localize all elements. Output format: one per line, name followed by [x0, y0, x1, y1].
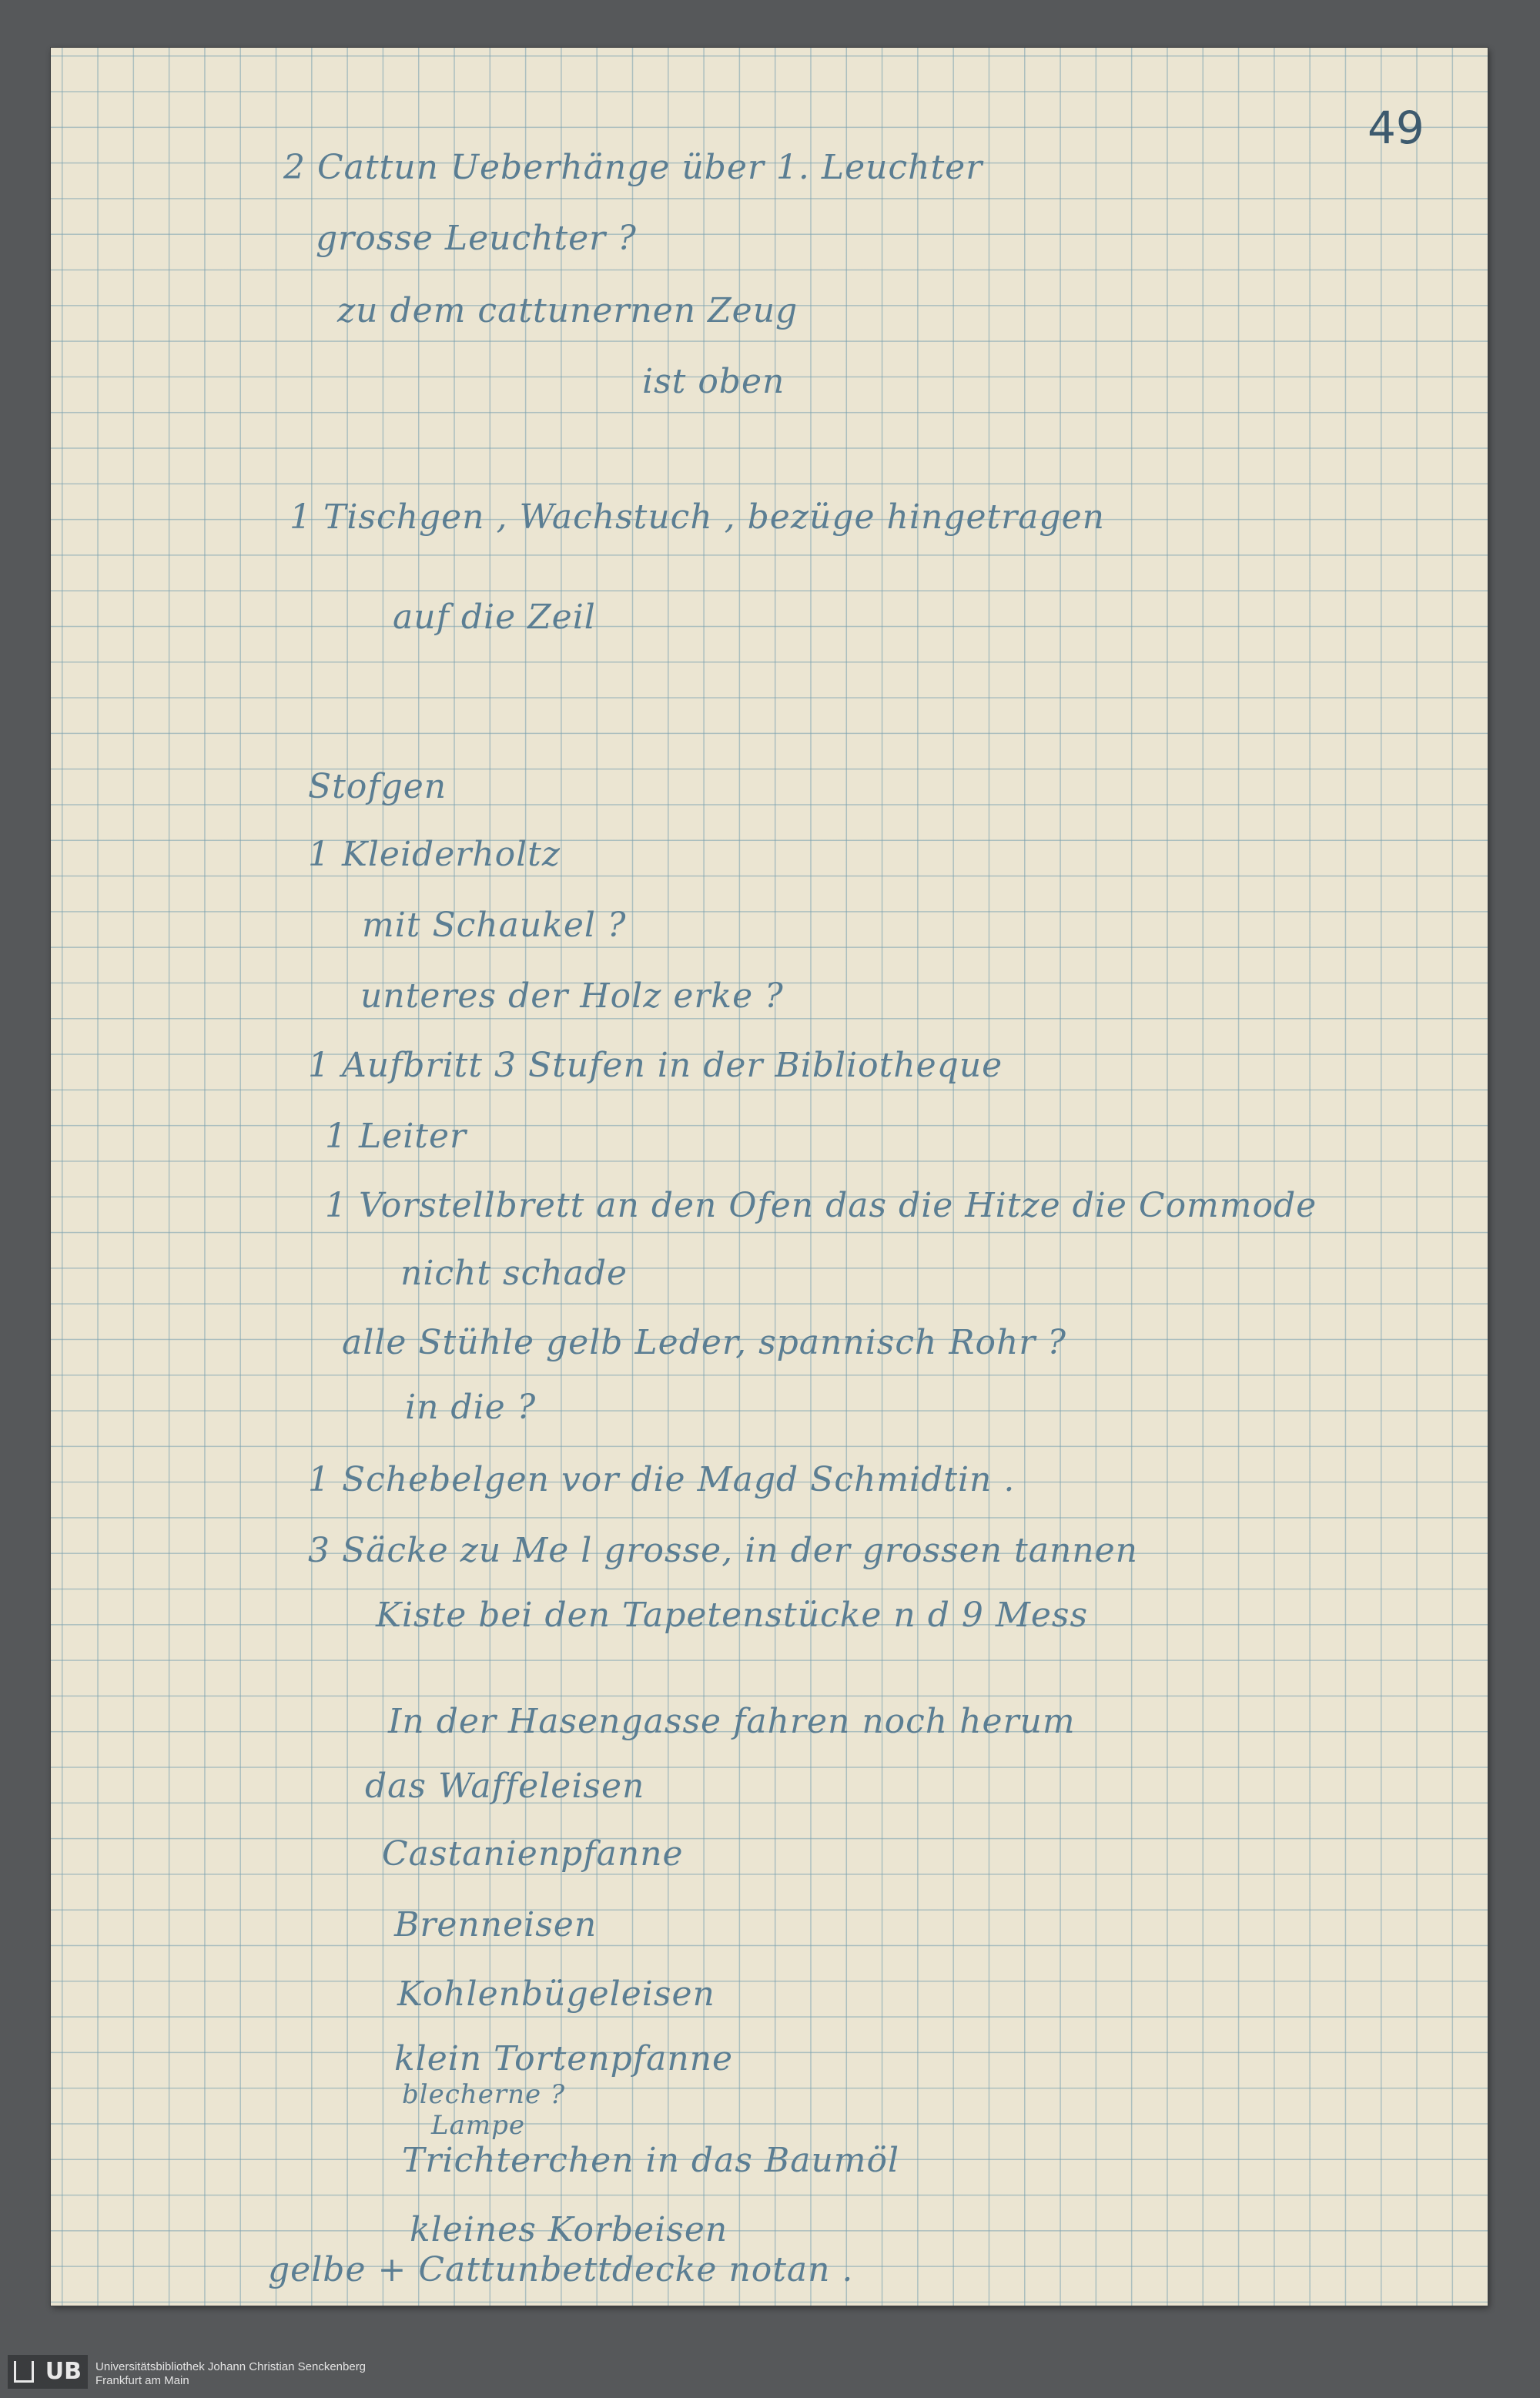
- manuscript-line: 1 Schebelgen vor die Magd Schmidtin .: [308, 1460, 1016, 1499]
- manuscript-line: mit Schaukel ?: [362, 906, 627, 945]
- manuscript-line: in die ?: [405, 1388, 537, 1427]
- manuscript-line: Trichterchen in das Baumöl: [402, 2141, 900, 2180]
- manuscript-line: gelbe + Cattunbettdecke notan .: [268, 2250, 854, 2289]
- manuscript-line: Brenneisen: [394, 1905, 598, 1944]
- manuscript-line: Kohlenbügeleisen: [397, 1974, 715, 2014]
- institution-city: Frankfurt am Main: [95, 2374, 189, 2387]
- manuscript-line: das Waffeleisen: [365, 1767, 645, 1806]
- ub-mark-icon: [14, 2361, 34, 2383]
- manuscript-line: Stofgen: [308, 767, 447, 806]
- institution-name: Universitätsbibliothek Johann Christian Senckenberg: [95, 2360, 367, 2373]
- manuscript-line: kleines Korbeisen: [410, 2210, 728, 2249]
- manuscript-line: 3 Säcke zu Me l grosse, in der grossen tannen: [308, 1531, 1138, 1570]
- manuscript-line: nicht schade: [400, 1254, 628, 1293]
- manuscript-line: 1 Leiter: [325, 1117, 467, 1156]
- manuscript-page: [51, 48, 1488, 2306]
- manuscript-line: 1 Vorstellbrett an den Ofen das die Hitze die Commode: [325, 1186, 1317, 1225]
- manuscript-line: unteres der Holz erke ?: [360, 976, 784, 1016]
- manuscript-line: ist oben: [642, 362, 785, 401]
- footer-bar: [0, 2349, 1540, 2398]
- manuscript-line: blecherne ?: [402, 2079, 566, 2110]
- manuscript-line: auf die Zeil: [393, 598, 596, 637]
- manuscript-line: Lampe: [431, 2110, 525, 2141]
- manuscript-line: 1 Aufbritt 3 Stufen in der Bibliotheque: [308, 1046, 1003, 1085]
- manuscript-line: In der Hasengasse fahren noch herum: [388, 1702, 1076, 1741]
- manuscript-line: alle Stühle gelb Leder, spannisch Rohr ?: [342, 1323, 1066, 1362]
- manuscript-line: klein Tortenpfanne: [394, 2039, 734, 2078]
- manuscript-line: 1 Tischgen , Wachstuch , bezüge hingetragen: [290, 497, 1105, 537]
- manuscript-line: zu dem cattunernen Zeug: [337, 291, 798, 330]
- manuscript-line: Castanienpfanne: [382, 1834, 684, 1874]
- manuscript-line: Kiste bei den Tapetenstücke n d 9 Mess: [376, 1596, 1089, 1635]
- library-logo: UB: [8, 2355, 88, 2389]
- manuscript-line: 1 Kleiderholtz: [308, 835, 561, 874]
- manuscript-line: 2 Cattun Ueberhänge über 1. Leuchter: [283, 148, 983, 187]
- manuscript-line: grosse Leuchter ?: [316, 219, 637, 258]
- page-number: 49: [1368, 102, 1424, 154]
